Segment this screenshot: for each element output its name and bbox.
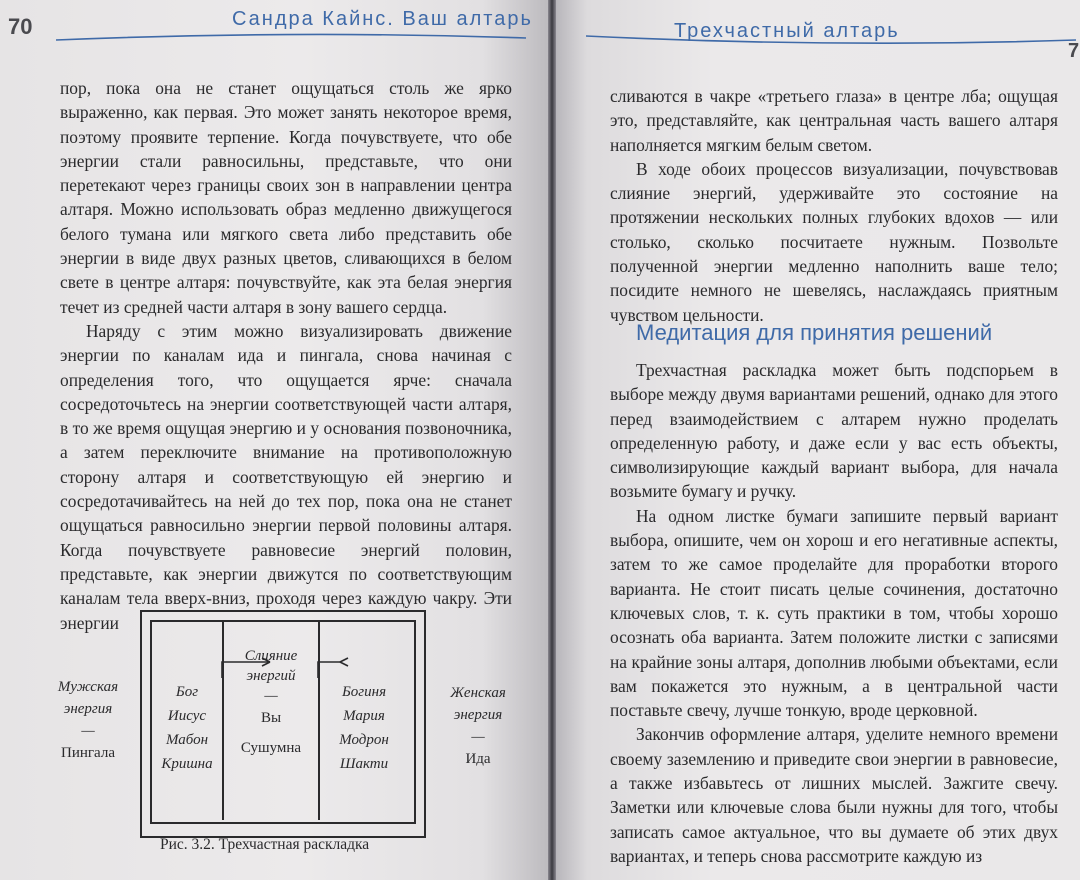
right-column-labels: Богиня Мария Модрон Шакти	[339, 684, 389, 772]
left-body-text	[60, 76, 512, 635]
left-column-labels: Бог Иисус Мабон Кришна	[161, 684, 213, 772]
figure-three-part-layout	[40, 610, 530, 880]
paragraph: пор, пока она не станет ощущаться столь же ярко выраженно, как первая. Это может занять некоторое время, поэтому проявите терпение. Когда почувствуете, что обе энергии стали равносильны, представьте, что они перетекают через границы своих зон в направлении центра алтаря. Можно использовать образ медленно движущегося белого тумана или мягкого света либо представить обе энергии в виде двух разных цветов, сливающихся в белом свете в центре алтаря: почувствуйте, как эта белая энергия течет из средней части алтаря в зону вашего сердца.	[60, 78, 512, 317]
book-gutter	[548, 0, 556, 880]
figure-caption: Рис. 3.2. Трехчастная раскладка	[160, 836, 370, 853]
paragraph: На одном листке бумаги запишите первый вариант выбора, опишите, чем он хорош и его негативные аспекты, затем то же самое проделайте для проработки второго варианта. Не стоит писать целые сочинения, достаточно ключевых слов, т. к. суть практики в том, чтобы хорошо осознать оба варианта. Затем положите листки с записями на крайние зоны алтаря, дополнив любыми объектами, если вам покажется это нужным, а в центральной части поставьте свечу, лучше тонкую, вроде церковной.	[610, 505, 1058, 721]
running-head: Сандра Кайнс. Ваш алтарь	[232, 8, 533, 30]
section-title: Медитация для принятия решений	[636, 320, 993, 345]
header-rule	[56, 30, 536, 44]
paragraph: Трехчастная раскладка может быть подспорьем в выборе между двумя вариантами решений, однако для этого перед взаимодействием с алтарем нужно проделать определенную работу, и даже если у вас есть объекты, символизирующие каждый вариант выбора, для начала возьмите бумагу и ручку.	[610, 360, 1058, 502]
center-top-label: Слияние энергий —	[244, 648, 298, 704]
running-head: Трехчастный алтарь	[674, 20, 900, 42]
paragraph: сливаются в чакре «третьего глаза» в центре лба; ощущая это, представляйте, как центральная часть вашего алтаря наполняется мягким белым светом.	[610, 86, 1058, 155]
page-number: 70	[8, 14, 33, 39]
paragraph: Наряду с этим можно визуализировать движение энергии по каналам ида и пингала, снова начиная с определения того, что ощущается ярче: сначала сосредоточьтесь на энергии соответствующей части алтаря, в то же время ощущая энергию и у основания позвоночника, а затем переключите внимание на противоположную сторону алтаря и соответствующую ей энергию и сосредотачивайтесь на ней до тех пор, пока она не станет ощущаться равносильно энергии первой половины алтаря. Когда почувствуете равновесие энергий половин, представьте, как энергии движутся по соответствующим каналам тела вверх-вниз, проходя через каждую чакру. Эти энергии	[60, 320, 512, 633]
male-energy-label: Мужская энергия — Пингала	[57, 679, 119, 761]
right-body-text-top	[610, 84, 1058, 327]
page-number-partial: 7	[1068, 40, 1080, 62]
paragraph: Закончив оформление алтаря, уделите немного времени своему заземлению и приведите свои энергии в равновесие, а также избавьтесь от лишних мыслей. Зажгите свечу. Заметки или ключевые слова были нужны для того, чтобы записать самое актуальное, что вы думаете об этих двух вариантах, и теперь снова рассмотрите каждую из	[610, 724, 1058, 866]
female-energy-label: Женская энергия — Ида	[450, 685, 506, 767]
right-page	[556, 0, 1080, 880]
center-column-labels: Вы Сушумна	[240, 710, 302, 756]
right-body-text-bottom	[610, 358, 1058, 868]
paragraph: В ходе обоих процессов визуализации, почувствовав слияние энергий, удерживайте это состояние на протяжении нескольких полных глубоких вдохов — или столько, сколько посчитаете нужным. Позвольте полученной энергии медленно наполнить ваше тело; посидите немного не шевелясь, наслаждаясь приятным чувством цельности.	[610, 158, 1058, 325]
